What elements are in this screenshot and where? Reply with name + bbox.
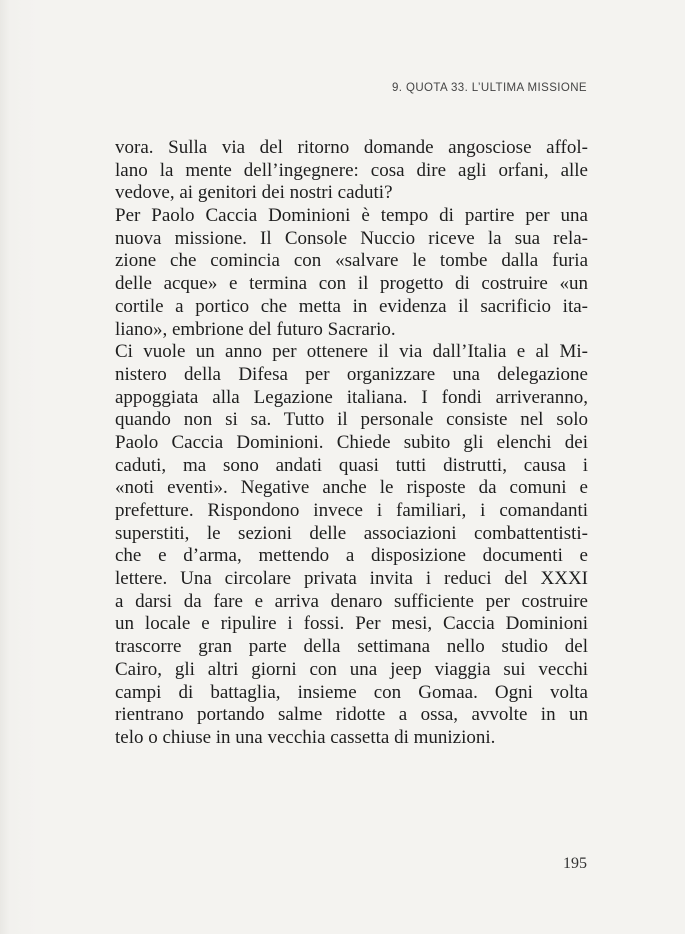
text-line: appoggiata alla Legazione italiana. I fondi arriveranno, <box>115 386 588 408</box>
text-line: Ci vuole un anno per ottenere il via dall’Italia e al Mi- <box>115 341 588 363</box>
text-line: «noti eventi». Negative anche le risposte da comuni e <box>115 477 588 499</box>
running-head: 9. QUOTA 33. L’ULTIMA MISSIONE <box>392 82 587 94</box>
text-line: superstiti, le sezioni delle associazioni combattentisti- <box>115 522 588 544</box>
text-line: cortile a portico che metta in evidenza il sacrificio ita- <box>115 295 588 317</box>
text-line: telo o chiuse in una vecchia cassetta di munizioni. <box>115 726 496 748</box>
text-line: Per Paolo Caccia Dominioni è tempo di partire per una <box>115 205 588 227</box>
text-line: quando non si sa. Tutto il personale consiste nel solo <box>115 409 588 431</box>
text-line: nistero della Difesa per organizzare una delegazione <box>115 363 588 385</box>
text-line: liano», embrione del futuro Sacrario. <box>115 318 396 340</box>
text-line: vedove, ai genitori dei nostri caduti? <box>115 182 393 204</box>
body-text <box>115 137 588 750</box>
text-line: delle acque» e termina con il progetto di costruire «un <box>115 273 588 295</box>
text-line: che e d’arma, mettendo a disposizione documenti e <box>115 545 588 567</box>
text-line: Paolo Caccia Dominioni. Chiede subito gli elenchi dei <box>115 431 588 453</box>
text-line: Cairo, gli altri giorni con una jeep viaggia sui vecchi <box>115 658 588 680</box>
text-line: caduti, ma sono andati quasi tutti distrutti, causa i <box>115 454 588 476</box>
text-line: prefetture. Rispondono invece i familiari, i comandanti <box>115 500 588 521</box>
page-number: 195 <box>563 855 587 872</box>
text-line: campi di battaglia, insieme con Gomaa. Ogni volta <box>115 681 588 703</box>
text-line: un locale e ripulire i fossi. Per mesi, Caccia Dominioni <box>115 613 588 635</box>
text-line: nuova missione. Il Console Nuccio riceve la sua rela- <box>115 227 588 249</box>
text-line: a darsi da fare e arriva denaro sufficiente per costruire <box>115 590 588 612</box>
text-line: rientrano portando salme ridotte a ossa, avvolte in un <box>115 704 588 726</box>
text-line: zione che comincia con «salvare le tombe dalla furia <box>115 250 588 272</box>
text-line: trascorre gran parte della settimana nello studio del <box>115 636 588 658</box>
text-line: lettere. Una circolare privata invita i reduci del XXXI <box>115 568 588 590</box>
text-line: lano la mente dell’ingegnere: cosa dire agli orfani, alle <box>115 159 588 181</box>
text-line: vora. Sulla via del ritorno domande angosciose affol- <box>115 137 588 158</box>
